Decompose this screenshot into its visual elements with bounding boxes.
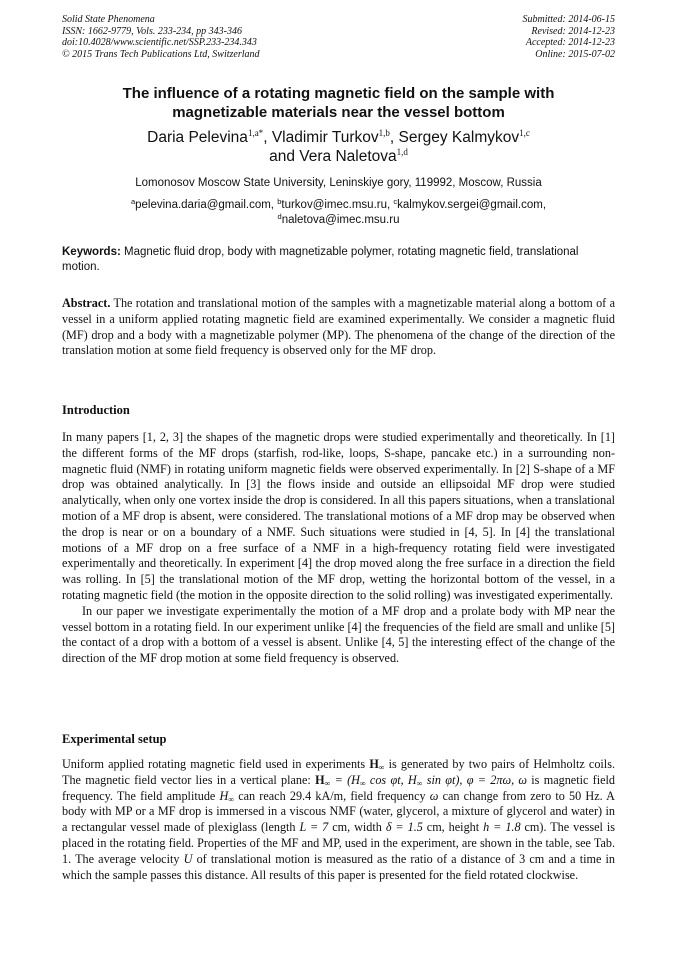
math-equation: sin φt), φ = 2πω, ω — [422, 772, 528, 787]
abstract-paragraph — [62, 296, 615, 359]
email-address[interactable]: turkov@imec.msu.ru, — [281, 199, 391, 211]
email-address[interactable]: naletova@imec.msu.ru — [281, 214, 400, 226]
title-line-2: magnetizable materials near the vessel bottom — [172, 104, 505, 121]
keywords-label: Keywords: — [62, 246, 121, 258]
section-heading-experimental-setup: Experimental setup — [62, 732, 167, 746]
affiliation: Lomonosov Moscow State University, Leninskiye gory, 119992, Moscow, Russia — [135, 177, 542, 189]
math-length: L = 7 — [299, 820, 329, 835]
text-run: can change from zero to — [438, 788, 570, 803]
math-H-vector: H — [369, 757, 379, 771]
paper-title — [62, 84, 615, 122]
math-omega: ω — [429, 788, 439, 803]
math-equation: cos φt, H — [365, 772, 417, 787]
author-name: Vera Naletova — [299, 148, 397, 165]
email-line-2 — [62, 213, 615, 228]
amplitude-value: 29.4 — [289, 788, 312, 803]
keywords-text: Magnetic fluid drop, body with magnetizable polymer, rotating magnetic field, translational motion. — [62, 246, 579, 273]
math-subscript: ∞ — [324, 778, 331, 788]
abstract — [62, 296, 615, 359]
math-height: h = 1.8 — [483, 820, 521, 835]
intro-paragraph-2: In our paper we investigate experimentally the motion of a MF drop and a prolate body with MP near the vessel bottom in a rotating field. In our experiment unlike [4] the frequencies of the field are small and unlike [5] the contact of a drop with a bottom of a vessel is absent. Unlike [4, 5] the interesting effect of the change of the direction of the MF drop motion at some field frequency is observed. — [62, 603, 615, 666]
experimental-paragraph — [62, 757, 615, 883]
abstract-label: Abstract. — [62, 296, 111, 310]
section-heading-introduction: Introduction — [62, 403, 130, 417]
experimental-body — [62, 757, 615, 883]
journal-copyright: © 2015 Trans Tech Publications Ltd, Switzerland — [62, 48, 260, 60]
abstract-text: The rotation and translational motion of the samples with a magnetizable material along a bottom of a vessel in a uniform applied rotating magnetic field are examined experimentally. We consider a magnetic fluid (MF) drop and a body with a magnetizable polymer (MP). The phenomena of the change of the direction of the translation motion at some field frequency is observed only for the MF drop. — [62, 296, 615, 358]
author-affil-mark: 1,d — [396, 147, 408, 157]
frequency-max-value: 50 — [569, 788, 582, 803]
email-mark: a — [130, 197, 136, 206]
email-address[interactable]: kalmykov.sergei@gmail.com, — [397, 199, 547, 211]
math-velocity: U — [183, 851, 193, 866]
math-H-vector: H — [315, 772, 325, 787]
keywords — [62, 245, 615, 275]
math-subscript: ∞ — [416, 778, 423, 788]
author-affil-mark: 1,b — [378, 128, 390, 138]
author-list — [62, 128, 615, 166]
email-mark: b — [277, 197, 282, 206]
journal-doi: doi:10.4028/www.scientific.net/SSP.233-234.343 — [62, 37, 257, 48]
author-conjunction: and — [269, 148, 295, 165]
title-line-1: The influence of a rotating magnetic field on the sample with — [122, 85, 555, 102]
date-submitted: Submitted: 2014-06-15 — [522, 14, 615, 25]
text-run: Hz. A body with MP or a MF drop is immersed in a viscous NMF (water, glycerol, a mixture of glycerol and water) in a rectangular vessel made of plexiglass (length — [62, 788, 615, 835]
distance-value: 3 — [519, 851, 526, 866]
text-run: cm, height — [422, 820, 484, 835]
math-subscript: ∞ — [228, 794, 235, 804]
text-run: is magnetic field frequency. The field amplitude — [62, 772, 615, 803]
math-width: δ = 1.5 — [385, 820, 423, 835]
journal-name: Solid State Phenomena — [62, 14, 155, 25]
author-name: Daria Pelevina — [147, 129, 248, 146]
intro-paragraph-1: In many papers [1, 2, 3] the shapes of the magnetic drops were studied experimentally and theoretically. In [1] the different forms of the MF drops (starfish, rod-like, loops, S-shape, pancake etc.) in a surrounding non-magnetic fluid (NMF) in rotating uniform magnetic fields were observed experimentally. In [2] S-shape of a MF drop was obtained analytically. In [3] the flows inside and outside an ellipsoidal MF drop were studied analytically, when only one vortex inside the drop is considered. In all this papers situations, when a translational motion of a MF drop is absent, were considered. The translational motions of a MF drop may be observed when the drop is near or on a boundary of a NMF. Such situations were studied in [4, 5]. In [4] the translational motions of a MF drop on a free surface of a NMF in a high-frequency rotating field were investigated experimentally and theoretically. In experiment [4] the drop moved along the free surface in a direction the field was rolling. In [5] the translational motion of the MF drop, wetting the horizontal bottom of the vessel, in a rotating magnetic field (the motion in the opposite direction to the solid rolling) was investigated experimentally. — [62, 430, 615, 602]
author-line-2 — [62, 147, 615, 166]
math-subscript: ∞ — [378, 763, 385, 772]
text-run: kA/m, field frequency — [311, 788, 430, 803]
journal-header-left — [62, 14, 260, 60]
math-H-amplitude: H — [219, 788, 229, 803]
journal-header-right — [523, 14, 616, 60]
text-run: can reach — [234, 788, 290, 803]
email-mark: d — [277, 212, 282, 221]
math-equation: = (H — [330, 772, 360, 787]
text-run: is generated by two pairs of Helmholtz coils. The magnetic field vector lies in a vertical plane: — [62, 757, 615, 787]
text-run: cm). The vessel is placed in the rotating field. Properties of the MF and MP, used in the experiment, are shown in the table, see Tab. 1. The average velocity — [62, 820, 615, 866]
text-run: cm, width — [328, 820, 386, 835]
text-run: of translational motion is measured as the ratio of a distance of — [192, 851, 520, 866]
author-name: Vladimir Turkov — [271, 129, 379, 146]
author-line-1: Daria Pelevina$^{1,a*}$, Vladimir Turkov$^{1,b}$, Sergey Kalmykov$^{1,c}$ — [147, 128, 530, 146]
text-run: cm and a time in which the sample passes this distance. All results of this paper is presented for the field rotated clockwise. — [62, 851, 615, 882]
text-run: Uniform applied rotating magnetic field used in experiments — [62, 757, 370, 771]
author-emails — [62, 198, 615, 228]
author-affil-mark: 1,c — [519, 128, 530, 138]
email-line-1 — [62, 198, 615, 213]
journal-issn: ISSN: 1662-9779, Vols. 233-234, pp 343-346 — [62, 25, 242, 37]
email-address[interactable]: pelevina.daria@gmail.com, — [135, 199, 275, 211]
author-affil-mark: 1,a* — [247, 128, 264, 138]
date-accepted: Accepted: 2014-12-23 — [525, 37, 615, 48]
author-name: Sergey Kalmykov — [398, 129, 520, 146]
date-online: Online: 2015-07-02 — [535, 48, 615, 60]
math-subscript: ∞ — [359, 778, 366, 788]
email-mark: c — [393, 197, 398, 206]
introduction-body — [62, 430, 615, 667]
date-revised: Revised: 2014-12-23 — [531, 25, 615, 37]
